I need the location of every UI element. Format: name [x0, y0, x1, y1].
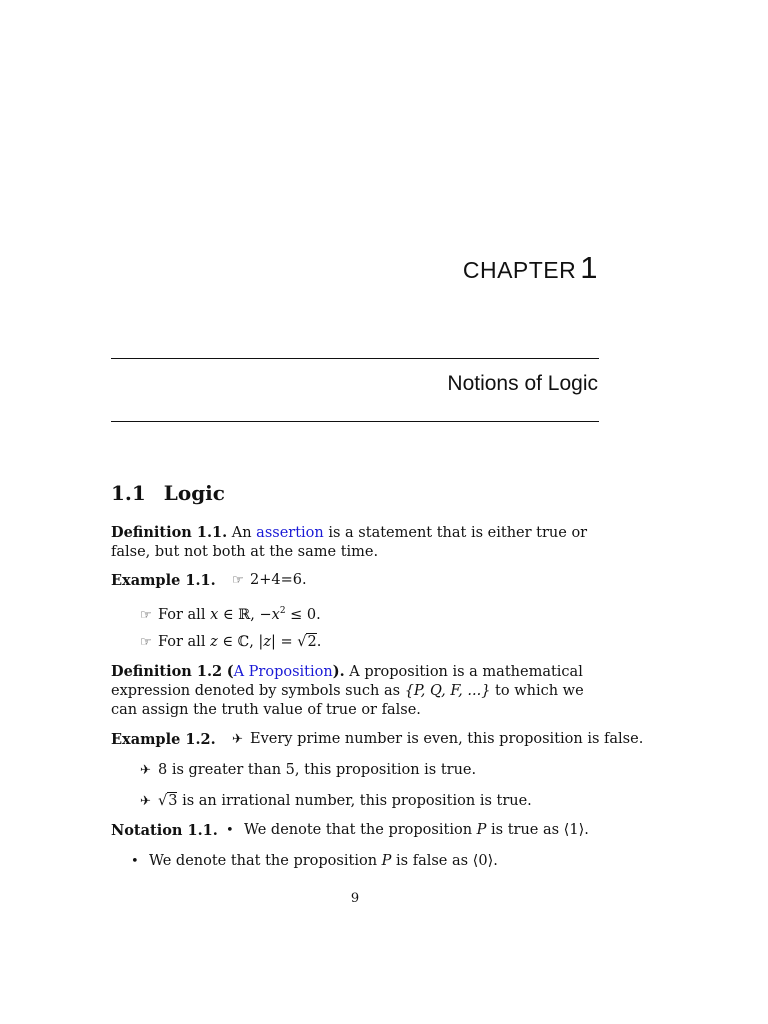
definition-text-after: is a statement that is either true or false, but not both at the same time.: [111, 525, 588, 560]
math-expression: z: [210, 634, 218, 650]
example-1-2-label: [111, 730, 216, 750]
notation-true-suffix: is true as: [491, 822, 560, 838]
definition-text-after: to which we can assign the truth value of true or false.: [111, 683, 584, 718]
section-heading: [111, 481, 225, 505]
example-1-1-label: [111, 571, 216, 591]
pointing-hand-icon: ☞: [232, 573, 244, 588]
list-item: ✈ √3 is an irrational number, this proposition is true.: [140, 793, 532, 809]
section-number: 1.1: [111, 481, 146, 505]
definition-text-before: An: [231, 525, 252, 541]
chapter-label: CHAPTER: [462, 257, 577, 283]
example-item-text: For all: [158, 606, 206, 623]
chapter-title: Notions of Logic: [447, 372, 598, 395]
airplane-icon: ✈: [232, 732, 243, 747]
notation-label: Notation 1.1.: [111, 822, 218, 839]
section-title: Logic: [163, 481, 225, 505]
airplane-icon: ✈: [140, 763, 151, 778]
example-item-text: Every prime number is even, this proposition is false.: [250, 731, 644, 747]
paren-close: ).: [332, 663, 345, 680]
list-item: ☞ For all x ∈ ℝ, $-x^2 \le 0$.: [140, 606, 321, 623]
list-item: • We denote that the proposition P is false as ⟨0⟩.: [131, 853, 498, 869]
chapter-number: 1: [580, 250, 598, 285]
definition-1-1: [111, 523, 601, 562]
example-item-text: is an irrational number, this proposition is true.: [182, 793, 532, 809]
list-item: ☞ For all z ∈ ℂ, |z| = √2.: [140, 634, 322, 650]
notation-false-suffix: is false as: [396, 853, 469, 869]
definition-label: Definition 1.2: [111, 663, 223, 680]
bullet-icon: •: [131, 854, 139, 869]
math-set: {P, Q, F, ...}: [404, 683, 491, 699]
proposition-link[interactable]: A Proposition: [233, 664, 333, 680]
page-number: 9: [350, 891, 360, 906]
example-item-text: For all: [158, 634, 206, 650]
example-item-text: 2+4=6.: [250, 572, 307, 588]
airplane-icon: ✈: [140, 794, 151, 809]
list-item: [140, 761, 476, 780]
example-label: Example 1.2.: [111, 731, 216, 748]
list-item: [232, 571, 307, 590]
example-label: Example 1.1.: [111, 572, 216, 589]
list-item: • We denote that the proposition P is true as ⟨1⟩.: [226, 822, 589, 838]
definition-1-2: [111, 662, 601, 720]
example-item-text: 8 is greater than 5, this proposition is true.: [158, 762, 477, 778]
definition-label: Definition 1.1.: [111, 524, 228, 541]
math-expression: x: [210, 606, 219, 623]
chapter-heading: [463, 250, 598, 286]
pointing-hand-icon: ☞: [140, 635, 152, 650]
definition-text-before: A proposition is a mathematical expression denoted by symbols such as: [111, 664, 583, 699]
list-item: [232, 730, 643, 749]
bullet-icon: •: [226, 823, 234, 838]
paren-open: (: [226, 663, 234, 680]
top-rule: [111, 358, 599, 359]
pointing-hand-icon: ☞: [140, 607, 152, 623]
assertion-link[interactable]: assertion: [256, 525, 324, 541]
notation-item-text: We denote that the proposition: [149, 853, 378, 869]
notation-item-text: We denote that the proposition: [244, 822, 473, 838]
bottom-rule: [111, 421, 599, 422]
notation-1-1-label: [111, 821, 218, 841]
